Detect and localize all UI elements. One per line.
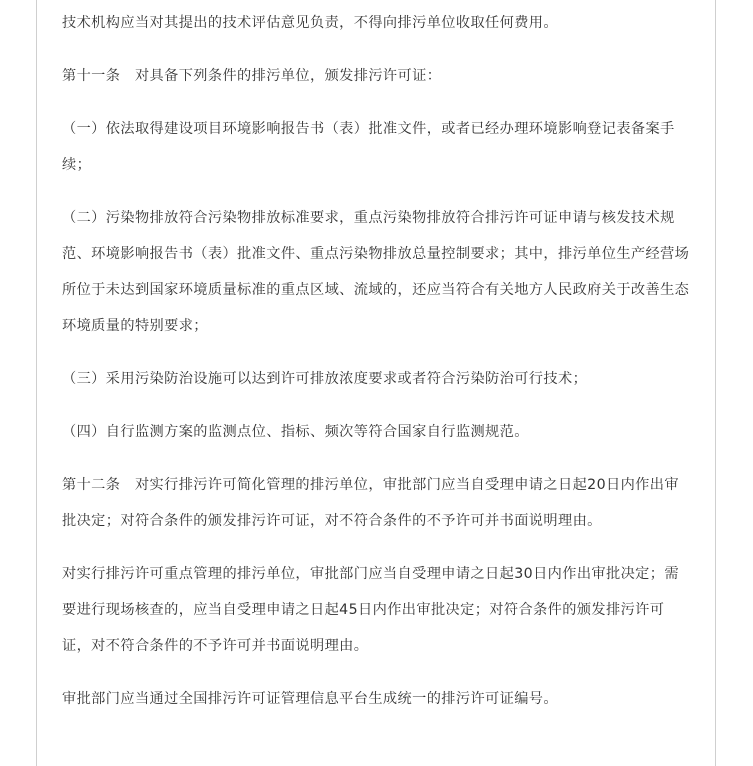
article-body <box>62 0 692 717</box>
paragraph-item-2: （二）污染物排放符合污染物排放标准要求，重点污染物排放符合排污许可证申请与核发技术规范、环境影响报告书（表）批准文件、重点污染物排放总量控制要求；其中，排污单位生产经营场所位于未达到国家环境质量标准的重点区域、流域的，还应当符合有关地方人民政府关于改善生态环境质量的特别要求； <box>62 210 690 334</box>
paragraph-item-3: （三）采用污染防治设施可以达到许可排放浓度要求或者符合污染防治可行技术； <box>62 371 588 387</box>
paragraph-article-11: 第十一条 对具备下列条件的排污单位，颁发排污许可证： <box>62 68 442 84</box>
paragraph-key-management: 对实行排污许可重点管理的排污单位，审批部门应当自受理申请之日起30日内作出审批决定；需要进行现场核查的，应当自受理申请之日起45日内作出审批决定；对符合条件的颁发排污许可证，对不符合条件的不予许可并书面说明理由。 <box>62 566 679 654</box>
paragraph-technical-agency: 技术机构应当对其提出的技术评估意见负责，不得向排污单位收取任何费用。 <box>62 15 558 31</box>
paragraph-item-1: （一）依法取得建设项目环境影响报告书（表）批准文件，或者已经办理环境影响登记表备案手续； <box>62 121 675 173</box>
paragraph-article-12: 第十二条 对实行排污许可简化管理的排污单位，审批部门应当自受理申请之日起20日内作出审批决定；对符合条件的颁发排污许可证，对不符合条件的不予许可并书面说明理由。 <box>62 477 679 529</box>
paragraph-item-4: （四）自行监测方案的监测点位、指标、频次等符合国家自行监测规范。 <box>62 424 529 440</box>
paragraph-permit-number: 审批部门应当通过全国排污许可证管理信息平台生成统一的排污许可证编号。 <box>62 691 558 707</box>
